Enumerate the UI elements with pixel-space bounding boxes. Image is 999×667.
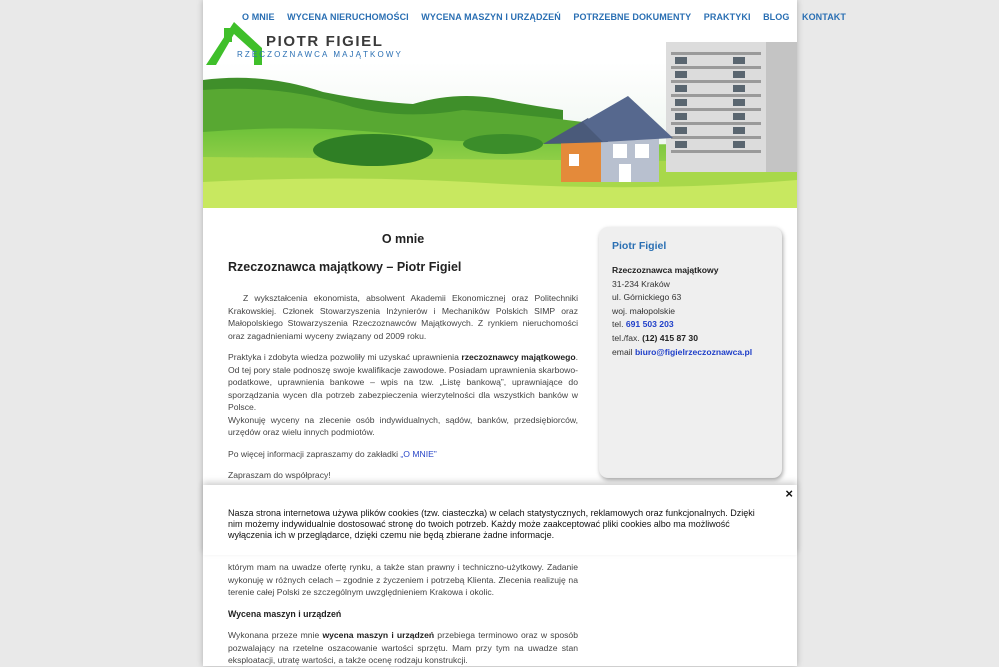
close-icon[interactable]: ×: [785, 486, 793, 501]
nav-blog[interactable]: BLOG: [763, 12, 790, 22]
nav-praktyki[interactable]: PRAKTYKI: [703, 12, 751, 22]
section-heading: Rzeczoznawca majątkowy – Piotr Figiel: [228, 259, 462, 274]
contact-address1: 31-234 Kraków: [612, 278, 670, 289]
text-span: Praktyka i zdobyta wiedza pozwoliły mi uzyskać uprawnienia: [228, 352, 462, 362]
tel-link[interactable]: 691 503 203: [625, 319, 674, 330]
logo-subtitle: RZECZOZNAWCA MAJĄTKOWY: [237, 50, 403, 59]
contact-tel-row: [612, 318, 752, 332]
text-span: Po więcej informacji zapraszamy do zakładki: [228, 448, 401, 459]
contact-region: woj. małopolskie: [612, 305, 676, 316]
text-span: Wykonuję wyceny na zlecenie osób indywidualnych, sądów, banków, przedsiębiorców, urzędów oraz wielu innych podmiotów.: [228, 414, 578, 437]
text-span: Wykonana przeze mnie: [228, 630, 323, 640]
contact-address2: ul. Górnickiego 63: [612, 292, 682, 303]
page-title: O mnie: [381, 232, 425, 246]
nav-wycena-nieruchomosci[interactable]: WYCENA NIERUCHOMOŚCI: [287, 12, 409, 22]
logo-roof-icon: [206, 22, 266, 66]
o-mnie-link[interactable]: „O MNIE”: [400, 448, 437, 459]
bold-text: wycena maszyn i urządzeń: [322, 630, 435, 640]
fax-number: (12) 415 87 30: [642, 332, 698, 343]
bold-text: rzeczoznawcy majątkowego: [461, 352, 576, 362]
fax-label: tel./fax.: [612, 332, 643, 343]
logo-name[interactable]: PIOTR FIGIEL: [266, 33, 384, 50]
contact-sidebar: [599, 227, 782, 478]
cookie-text: Nasza strona internetowa używa plików cookies (tzw. ciasteczka) w celach statystycznych, reklamowych oraz funkcjonalnych. Dzięki nim możemy indywidualnie dostosować stronę do twoich potrzeb. Każdy może zaakceptować pliki cookies albo ma możliwość wyłączenia ich w przeglądarce, dzięki czemu nie będą zbierane żadne informacje.: [228, 508, 755, 540]
contact-fax-row: [612, 332, 752, 346]
contact-details: [612, 264, 752, 359]
valuation-paragraph: którym mam na uwadze ofertę rynku, a także stan prawny i techniczno-użytkowy. Zadanie wykonuję w różnych celach – zgodnie z życzeniem i potrzebą Klienta. Zlecenia realizuję na terenie całej Polski ze szczególnym uwzględnieniem Krakowa i okolic.: [228, 562, 578, 597]
invite-paragraph: Zapraszam do współpracy!: [228, 470, 331, 480]
main-content: [228, 228, 578, 482]
lower-content: [228, 561, 578, 667]
header-landscape-image: [203, 62, 797, 208]
qualifications-paragraph: [228, 351, 578, 439]
email-link[interactable]: biuro@figielrzeczoznawca.pl: [634, 346, 753, 357]
nav-o-mnie[interactable]: O MNIE: [242, 12, 275, 22]
text-span: . Od tej pory stale podnoszę swoje kwalifikacje zawodowe. Posiadam uprawnienia skarbowo-podatkowe, uprawnienia bankowe – wpis na tzw. „Listę bankową”, uprawniające do sporządzania wycen dla potrzeb zabezpieczenia wierzytelności dla wszystkich banków w Polsce.: [228, 352, 578, 412]
text-span: przebiega terminowo oraz w sposób pozwalający na rzetelne oszacowanie wartości sprzętu. Mam przy tym na uwadze stan eksploatacji, utratę wartości, a także ocenę rodzaju konstrukcji.: [228, 630, 578, 665]
contact-email-row: [612, 346, 752, 360]
email-label: email: [612, 346, 635, 357]
contact-role: Rzeczoznawca majątkowy: [612, 265, 719, 275]
tel-label: tel.: [612, 319, 626, 330]
more-info-paragraph: [228, 448, 578, 461]
main-navigation: [242, 12, 846, 22]
machines-heading: Wycena maszyn i urządzeń: [228, 608, 342, 619]
sidebar-title: Piotr Figiel: [612, 240, 667, 252]
header: [203, 0, 846, 208]
machines-paragraph: [228, 629, 578, 667]
nav-kontakt[interactable]: KONTAKT: [801, 12, 846, 22]
nav-potrzebne-dokumenty[interactable]: POTRZEBNE DOKUMENTY: [573, 12, 692, 22]
intro-paragraph: Z wykształcenia ekonomista, absolwent Akademii Ekonomicznej oraz Politechniki Krakowskiej. Członek Stowarzyszenia Inżynierów i Mechaników Polskich SIMP oraz Małopolskiego Stowarzyszenia Rzeczoznawców Majątkowych. Z rynkiem nieruchomości oraz zagadnieniami wyceny związany od 2009 roku.: [228, 293, 578, 341]
nav-wycena-maszyn[interactable]: WYCENA MASZYN I URZĄDZEŃ: [421, 12, 561, 22]
cookie-banner: [203, 485, 797, 555]
